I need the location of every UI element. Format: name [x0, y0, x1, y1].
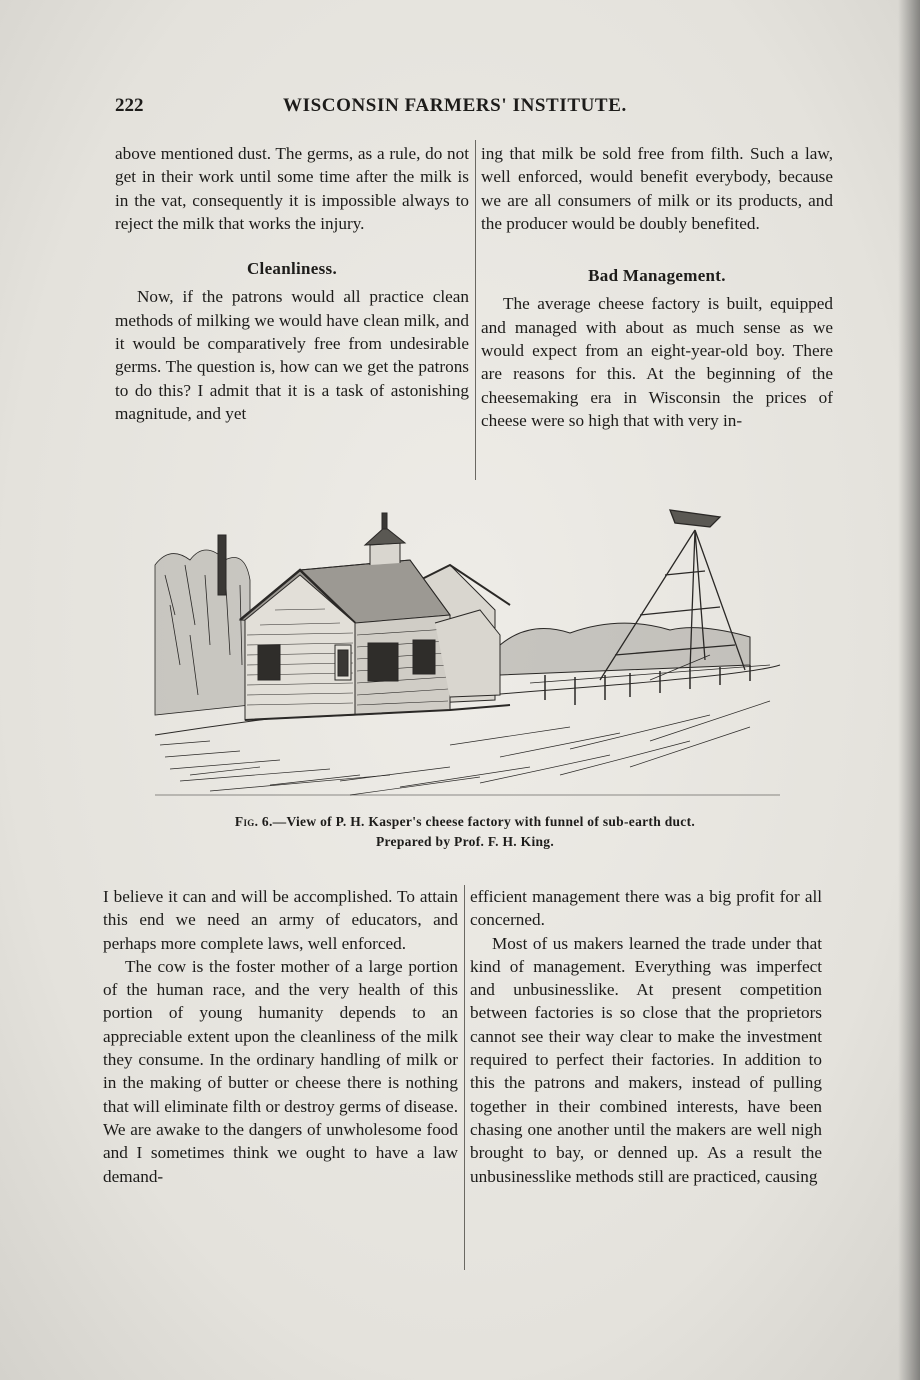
- column-bottom-right: [470, 885, 822, 1188]
- page-number: 222: [115, 95, 144, 116]
- column-divider: [475, 140, 476, 480]
- paragraph: The average cheese factory is built, equipped and managed with about as much sense as we would expect from an eight-year-old boy. There are reasons for this. At the beginning of the cheesemaking era in Wisconsin the prices of cheese were so high that with very in-: [481, 294, 833, 430]
- caption-label: Fig. 6.: [234, 814, 273, 829]
- paragraph: The cow is the foster mother of a large portion of the human race, and the very health of this portion of young humanity depends to an appreciable extent upon the cleanliness of the milk they consume. In the ordinary handling of milk or in the making of butter or cheese there is nothing that will eliminate filth or destroy germs of disease. We are awake to the dangers of unwholesome food and I sometimes think we ought to have a law demand-: [103, 956, 458, 1186]
- column-top-left: [115, 142, 469, 425]
- page-header: [115, 95, 670, 123]
- figure-caption: [150, 812, 780, 852]
- paragraph: ing that milk be sold free from filth. Such a law, well enforced, would benefit everybody, because we are all consumers of milk or its products, and the producer would be doubly benefited.: [481, 144, 833, 233]
- column-top-right: [481, 142, 833, 432]
- section-heading-cleanliness: Cleanliness.: [246, 259, 338, 279]
- paragraph: Most of us makers learned the trade under that kind of management. Everything was imperfect and unbusinesslike. At present competition between factories is so close that the proprietors cannot see their way clear to make the investment required to perfect their factories. In addition to this the patrons and makers, instead of pulling together in their combined interests, have been chasing one another until the makers are well nigh brought to bay, or denned up. As a result the unbusinesslike methods still are practiced, causing: [470, 933, 822, 1186]
- paragraph: above mentioned dust. The germs, as a rule, do not get in their work until some time after the milk is in the vat, consequently it is impossible always to reject the milk that works the injury.: [115, 144, 469, 233]
- running-head: WISCONSIN FARMERS' INSTITUTE.: [283, 95, 627, 116]
- cheese-factory-illustration: [150, 505, 790, 800]
- paragraph: I believe it can and will be accomplished. To attain this end we need an army of educators, and perhaps more complete laws, well enforced.: [103, 887, 458, 953]
- paragraph: Now, if the patrons would all practice clean methods of milking we would have clean milk, and it would be comparatively free from undesirable germs. The question is, how can we get the patrons to do this? I admit that it is a task of astonishing magnitude, and yet: [115, 287, 469, 423]
- column-bottom-left: [103, 885, 458, 1188]
- paragraph: efficient management there was a big profit for all concerned.: [470, 887, 822, 930]
- caption-line-1: [150, 812, 780, 832]
- caption-text: —View of P. H. Kasper's cheese factory with funnel of sub-earth duct.: [272, 814, 696, 829]
- column-divider: [464, 885, 465, 1270]
- section-heading-bad-management: Bad Management.: [588, 266, 726, 286]
- caption-line-2: Prepared by Prof. F. H. King.: [375, 834, 555, 849]
